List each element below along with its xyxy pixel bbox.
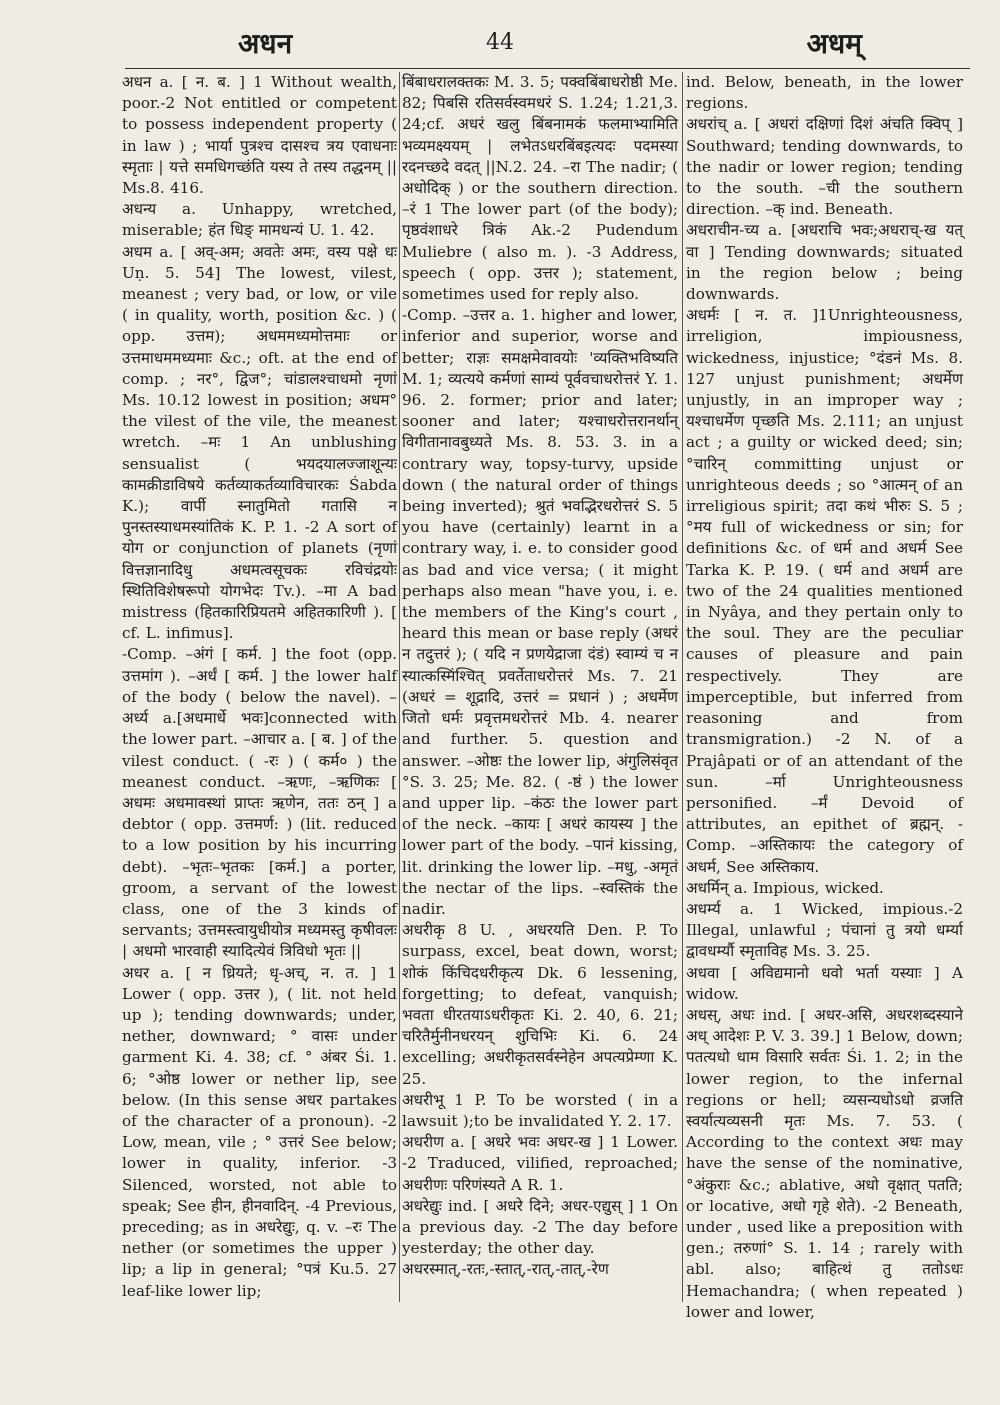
entry-adharasmat: अधरस्मात्,-रतः,-स्तात्,-रात्,-तात्,-रेण <box>402 1260 609 1279</box>
header-right-guide-word: अधम् <box>806 27 862 60</box>
entry-adharmya: अधर्म्य a. 1 Wicked, impious.-2 Illegal, unlawful ; पंचानां तु त्रयो धर्म्या द्वावधर्म्यौ स्मृताविह Ms. 3. 25. <box>686 899 963 961</box>
column-middle <box>402 72 678 1302</box>
entry-adhana: अधन a. [ न. ब. ] 1 Without wealth, poor.-2 Not entitled or competent to possess independent property ( in law ) ; भार्या पुत्रश्च दासश्च त्रय एवाधनाः स्मृताः | यत्ते समधिगच्छंति यस्य ते तस्य तद्धनम् || Ms.8. 416. <box>122 73 397 198</box>
entry-adhara: अधर a. [ न ध्रियते; धृ-अच्, न. त. ] 1 Lower ( opp. उत्तर ), ( lit. not held up ); tending downwards; under, nether, downward; ° वासः under garment Ki. 4. 38; cf. ° अंबर Śi. 1. 6; °ओष्ठ lower or nether lip, see below. (In this sense अधर partakes of the character of a pronoun). -2 Low, mean, vile ; ° उत्तरं See below; lower in quality, inferior. -3 Silenced, worsted, not able to speak; See हीन, हीनवादिन्. -4 Previous, preceding; as in अधरेद्युः, q. v. –रः The nether (or sometimes the upper ) lip; a lip in general; °पत्रं Ku.5. 27 leaf-like lower lip; <box>122 963 397 1300</box>
entry-adhara-compounds: -Comp. –उत्तर a. 1. higher and lower, inferior and superior, worse and better; राज्ञः समक्षमेवावयोः 'व्यक्तिभविष्यति M. 1; व्यत्यये कर्मणां साम्यं पूर्ववचाधरोत्तरं Y. 1. 96. 2. former; prior and later; sooner and later; यश्चाधरोत्तरानर्थान् विगीतानावबुध्यते Ms. 8. 53. 3. in a contrary way, topsy-turvy, upside down ( the natural order of things being inverted); श्रुतं भवद्भिरधरोत्तरं S. 5 you have (certainly) learnt in a contrary way, i. e. to consider good as bad and vice versa; ( it might perhaps also mean "have you, i. e. the members of the King's court , heard this mean or base reply (अधरं न तदुत्तरं ); ( यदि न प्रणयेद्राजा दंडं) स्वाम्यं च न स्यात्कस्मिंश्चित् प्रवर्तेताधरोत्तरं Ms. 7. 21 (अधरं = शूद्रादि, उत्तरं = प्रधानं ) ; अधर्मेण जितो धर्मः प्रवृत्तमधरोत्तरं Mb. 4. nearer and further. 5. question and answer. –ओष्ठः the lower lip, अंगुलिसंवृत °S. 3. 25; Me. 82. ( -ष्ठं ) the lower and upper lip. –कंठः the lower part of the neck. –कायः [ अधरं कायस्य ] the lower part of the body. –पानं kissing, lit. drinking the lower lip. –मधु, -अमृतं the nectar of the lips. –स्वस्तिकं the nadir. <box>402 306 678 918</box>
header-rule <box>125 68 970 69</box>
entry-adhanya: अधन्य a. Unhappy, wretched, miserable; हंत धिङ् मामधन्यं U. 1. 42. <box>122 200 397 240</box>
entry-adhama: अधम a. [ अव्-अम; अवतेः अमः, वस्य पक्षे धः Uṇ. 5. 54] The lowest, vilest, meanest ; very bad, or low, or vile ( in quality, worth, position &c. ) ( opp. उत्तम); अधममध्यमोत्तमाः or उत्तमाधममध्यमाः &c.; oft. at the end of comp. ; नर°, द्विज°; चांडालश्चाधमो नृणां Ms. 10.12 lowest in position; अधम° the vilest of the vile, the meanest wretch. –मः 1 An unblushing sensualist ( भयदयालज्जाशून्यः कामक्रीडाविषये कर्तव्याकर्तव्याविचारकः Śabda K.); वार्पी स्नातुमितो गतासि न पुनस्तस्याधमस्यांतिकं K. P. 1. -2 A sort of योग or conjunction of planets (नृणां वित्तज्ञानादिधु अधमत्वसूचकः रविचंद्रयोः स्थितिविशेषरूपो योगभेदः Tv.). –मा A bad mistress (हितकारिप्रियतमे अहितकारिणी ). [ cf. L. infimus]. <box>122 242 397 643</box>
entry-adharibhu: अधरीभू 1 P. To be worsted ( in a lawsuit );to be invalidated Y. 2. 17. <box>402 1090 678 1130</box>
page-header <box>0 24 1000 64</box>
page-number: 44 <box>486 30 514 55</box>
entry-adharanc: अधरांच् a. [ अधरां दक्षिणां दिशं अंचति क्विप् ] Southward; tending downwards, to the nadir or lower region; tending to the south. –ची the southern direction. –क् ind. Beneath. <box>686 115 963 219</box>
column-divider <box>399 72 400 1302</box>
entry-adharedyuh: अधरेद्युः ind. [ अधरे दिने; अधर-एद्युस् ] 1 On a previous day. -2 The day before yesterday; the other day. <box>402 1196 678 1258</box>
entry-adharina: अधरीण a. [ अधरे भवः अधर-ख ] 1 Lower. -2 Traduced, vilified, reproached; अधरीणः परिणंस्यते A R. 1. <box>402 1133 678 1194</box>
entry-adharikr: अधरीकृ 8 U. , अधरयति Den. P. To surpass, excel, beat down, worst; शोकं किंचिदधरीकृत्य Dk. 6 lessening, forgetting; to defeat, vanquish; भवता धीरतयाऽधरीकृतः Ki. 2. 40, 6. 21; चरितैर्मुनीनधरयन् शुचिभिः Ki. 6. 24 excelling; अधरीकृतसर्वस्नेहेन अपत्यप्रेम्णा K. 25. <box>402 921 678 1088</box>
entry-adharasmat-continued: ind. Below, beneath, in the lower regions. <box>686 73 963 113</box>
entry-adhama-compounds: -Comp. –अंगं [ कर्म. ] the foot (opp. उत्तमांग ). –अर्धं [ कर्म. ] the lower half of the body ( below the navel). –अर्ध्य a.[अधमार्धे भवः]connected with the lower part. –आचार a. [ ब. ] of the vilest conduct. ( -रः ) ( कर्म० ) the meanest conduct. –ऋणः, –ऋणिकः [ अधमः अधमावस्थां प्राप्तः ऋणेन, ततः ठन् ] a debtor ( opp. उत्तमर्ण: ) (lit. reduced to a low position by his incurring debt). –भृतः–भृतकः [कर्म.] a porter, groom, a servant of the lowest class, one of the 3 kinds of servants; उत्तमस्त्वायुधीयोत्र मध्यमस्तु कृषीवलः | अधमो भारवाही स्यादित्येवं त्रिविधो भृतः || <box>122 645 397 961</box>
column-right <box>686 72 963 1321</box>
entry-adhas: अधस्, अधः ind. [ अधर-असि, अधरशब्दस्याने अध् आदेशः P. V. 3. 39.] 1 Below, down; पतत्यधो धाम विसारि सर्वतः Śi. 1. 2; in the lower region, to the infernal regions or hell; व्यसन्यधोऽधो व्रजति स्वर्यात्यव्यसनी मृतः Ms. 7. 53. ( According to the context अधः may have the sense of the nominative, °अंकुराः &c.; ablative, अधो वृक्षात् पतति; or locative, अधो गृहे शेते). -2 Beneath, under , used like a preposition with gen.; तरुणां° S. 1. 14 ; rarely with abl. also; बाहित्थं तु ततोऽधः Hemachandra; ( when repeated ) lower and lower, <box>686 1005 963 1321</box>
entry-adhara-continued: बिंबाधरालक्तकः M. 3. 5; पक्वबिंबाधरोष्ठी Me. 82; पिबसि रतिसर्वस्वमधरं S. 1.24; 1.21,3. 24;cf. अधरं खलु बिंबनामकं फलमाभ्यामिति भव्यमक्ष्ययम् | लभेतऽधरबिंबइत्यदः पदमस्या रदनच्छदे वदत् ||N.2. 24. –रा The nadir; ( अधोदिक् ) or the southern direction. –रं 1 The lower part (of the body); पृष्ठवंशाधरे त्रिकं Ak.-2 Pudendum Muliebre ( also m. ). -3 Address, speech ( opp. उत्तर ); statement, sometimes used for reply also. <box>402 73 678 304</box>
entry-adharma: अधर्मः [ न. त. ]1Unrighteousness, irreligion, impiousness, wickedness, injustice; °दंडनं Ms. 8. 127 unjust punishment; अधर्मेण unjustly, in an improper way ; यश्चाधर्मेण पृच्छति Ms. 2.111; an unjust act ; a guilty or wicked deed; sin; °चारिन् committing unjust or unrighteous deeds ; so °आत्मन् of an irreligious spirit; तदा कथं भीरुः S. 5 ; °मय full of wickedness or sin; for definitions &c. of धर्म and अधर्म See Tarka K. P. 19. ( धर्म and अधर्म are two of the 24 qualities mentioned in Nyâya, and they pertain only to the soul. They are the peculiar causes of pleasure and pain respectively. They are imperceptible, but inferred from reasoning and from transmigration.) -2 N. of a Prajâpati or of an attendant of the sun. –र्मा Unrighteousness personified. –र्मं Devoid of attributes, an epithet of ब्रह्मन्. -Comp. –अस्तिकायः the category of अधर्म, See अस्तिकाय. <box>686 306 963 876</box>
entry-adharacina: अधराचीन-च्य a. [अधराचि भवः;अधराच्-ख यत् वा ] Tending downwards; situated in the region below ; being downwards. <box>686 221 963 304</box>
entry-adharmin: अधर्मिन् a. Impious, wicked. <box>686 878 884 897</box>
header-left-guide-word: अधन <box>238 27 293 60</box>
entry-adhava: अधवा [ अविद्यमानो धवो भर्ता यस्याः ] A widow. <box>686 963 963 1003</box>
column-divider <box>682 72 683 1302</box>
column-left <box>122 72 397 1302</box>
